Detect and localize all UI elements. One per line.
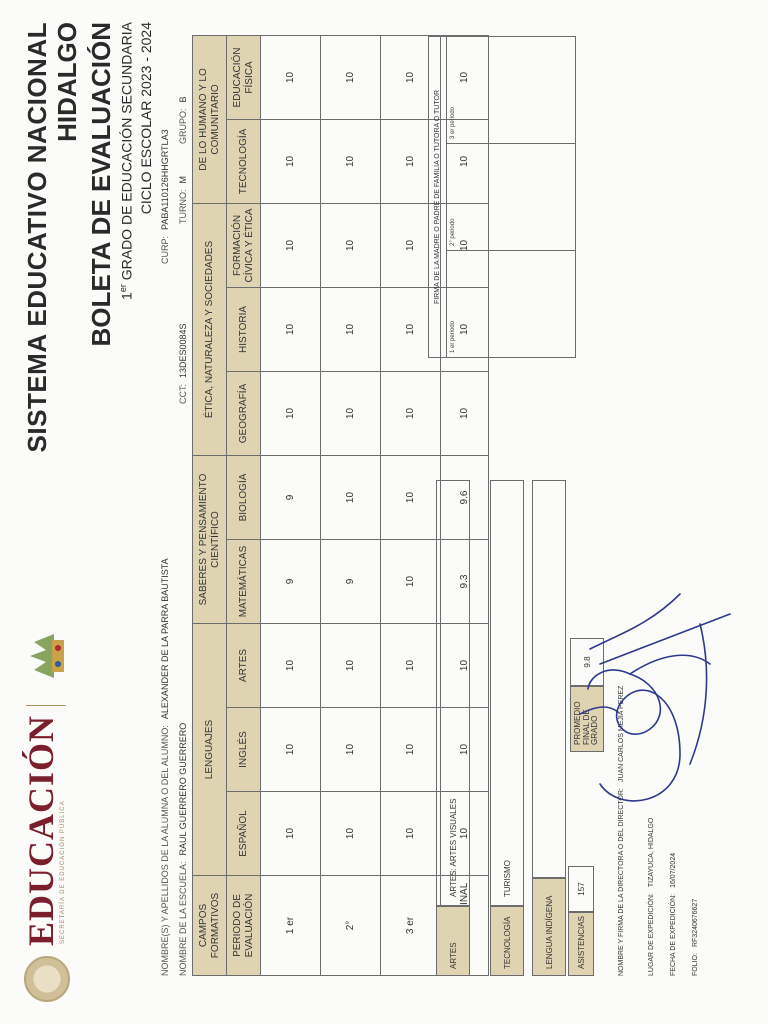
grade-cell: 10 <box>261 624 321 708</box>
signature-period-1: 1 er periodo <box>447 250 575 357</box>
campo-saberes: SABERES Y PENSAMIENTO CIENTÍFICO <box>193 455 227 623</box>
grade-cell: 10 <box>381 371 441 455</box>
subject-ingles: INGLÉS <box>227 708 261 792</box>
table-row <box>261 35 321 975</box>
subject-espanol: ESPAÑOL <box>227 792 261 876</box>
grade-cell: 10 <box>381 624 441 708</box>
grade-cell: 10 <box>321 35 381 119</box>
grade-title: 1er GRADO DE EDUCACIÓN SECUNDARIA <box>118 22 135 300</box>
grupo-field: GRUPO:B <box>178 96 188 144</box>
artes-label: ARTES <box>436 906 470 976</box>
grade-cell: 10 <box>321 708 381 792</box>
grade-cell: 10 <box>381 708 441 792</box>
grade-cell: 10 <box>441 35 489 119</box>
artes-value: ARTES: ARTES VISUALES <box>436 480 470 906</box>
table-row <box>321 35 381 975</box>
grade-cell: 10 <box>381 35 441 119</box>
promedio-final-value: 9.8 <box>570 638 604 686</box>
grade-cell: 10 <box>321 624 381 708</box>
director-field: NOMBRE Y FIRMA DE LA DIRECTORA O DEL DIRECTOR:JUAN CARLOS MEJIA PEREZ <box>618 685 625 976</box>
grade-cell: 10 <box>441 287 489 371</box>
grade-cell: 9 <box>261 540 321 624</box>
grade-cell: 10 <box>261 708 321 792</box>
subject-matematicas: MATEMÁTICAS <box>227 540 261 624</box>
director-signature-icon <box>560 584 740 824</box>
student-name-field: NOMBRE(S) Y APELLIDOS DE LA ALUMNA O DEL ALUMNO:ALEXANDER DE LA PARRA BAUTISTA <box>160 558 170 976</box>
asistencias-label: ASISTENCIAS <box>568 912 594 976</box>
cct-field: CCT:13DES0084S <box>178 323 188 404</box>
grade-cell: 10 <box>321 287 381 371</box>
turno-field: TURNO:M <box>178 176 188 224</box>
grade-cell: 10 <box>441 203 489 287</box>
school-name-field: NOMBRE DE LA ESCUELA:RAUL GUERRERO GUERRERO <box>178 722 188 976</box>
grade-cell: 10 <box>381 792 441 876</box>
lengua-indigena-label: LENGUA INDÍGENA <box>532 878 566 976</box>
fecha-field: FECHA DE EXPEDICIÓN:16/07/2024 <box>670 852 677 976</box>
lugar-field: LUGAR DE EXPEDICIÓN:TIZAYUCA, HIDALGO <box>648 817 655 976</box>
tecnologia-label: TECNOLOGÍA <box>490 906 524 976</box>
parent-signature-title: FIRMA DE LA MADRE O PADRE DE FAMILIA O TUTORA O TUTOR <box>429 37 447 357</box>
grade-cell: 10 <box>261 35 321 119</box>
subject-formacion-civica: FORMACIÓN CÍVICA Y ÉTICA <box>227 203 261 287</box>
campo-etica: ÉTICA, NATURALEZA Y SOCIEDADES <box>193 203 227 455</box>
campos-header: CAMPOS FORMATIVOS <box>193 876 227 976</box>
folio-field: FOLIO:RF3240676627 <box>692 898 699 976</box>
campo-lenguajes: LENGUAJES <box>193 624 227 876</box>
grade-cell: 10 <box>261 792 321 876</box>
school-cycle: CICLO ESCOLAR 2023 - 2024 <box>138 22 154 215</box>
state-logo-icon <box>24 628 70 684</box>
grade-cell: 9 <box>261 455 321 539</box>
grade-cell: 10 <box>441 119 489 203</box>
subject-biologia: BIOLOGÍA <box>227 455 261 539</box>
grade-cell: 10 <box>441 708 489 792</box>
system-title: SISTEMA EDUCATIVO NACIONAL <box>22 22 52 453</box>
grade-cell: 10 <box>261 119 321 203</box>
grade-cell: 10 <box>321 203 381 287</box>
grade-cell: 10 <box>441 792 489 876</box>
document-title: BOLETA DE EVALUACIÓN <box>86 22 116 347</box>
grade-cell: 10 <box>261 371 321 455</box>
grade-cell: 10 <box>321 371 381 455</box>
parent-signature-table <box>428 36 576 358</box>
grade-cell: 10 <box>261 203 321 287</box>
grade-cell: 10 <box>381 119 441 203</box>
signature-period-3: 3 er periodo <box>450 106 456 139</box>
grade-cell: 9.6 <box>441 455 489 539</box>
education-logo-subtext: SECRETARÍA DE EDUCACIÓN PÚBLICA <box>60 800 66 944</box>
subject-historia: HISTORIA <box>227 287 261 371</box>
signature-period-2: 2° periodo <box>447 143 575 250</box>
grade-cell: 10 <box>441 624 489 708</box>
grade-cell: 9 <box>321 540 381 624</box>
period-label: 2° <box>321 876 381 976</box>
logo-divider <box>26 705 66 706</box>
campo-humano: DE LO HUMANO Y LO COMUNITARIO <box>193 35 227 203</box>
periodo-header: PERIODO DE EVALUACIÓN <box>227 876 261 976</box>
state-title: HIDALGO <box>52 22 82 142</box>
subject-artes: ARTES <box>227 624 261 708</box>
period-label: 3 er <box>381 876 441 976</box>
grade-cell: 9.3 <box>441 540 489 624</box>
subject-geografia: GEOGRAFÍA <box>227 371 261 455</box>
asistencias-value: 157 <box>568 866 594 912</box>
grade-cell: 10 <box>381 287 441 371</box>
grade-cell: 10 <box>321 119 381 203</box>
grade-cell: 10 <box>321 455 381 539</box>
grade-cell: 10 <box>261 287 321 371</box>
subject-educacion-fisica: EDUCACIÓN FÍSICA <box>227 35 261 119</box>
grade-cell: 10 <box>381 203 441 287</box>
grade-cell: 10 <box>381 455 441 539</box>
period-label: 1 er <box>261 876 321 976</box>
education-logo-text: EDUCACIÓN <box>21 714 61 946</box>
curp-field: CURP:PABA110126HHGRTLA3 <box>160 129 170 264</box>
promedio-final-label: PROMEDIO FINAL DE GRADO <box>570 686 604 752</box>
subjects-row <box>227 35 261 975</box>
grade-cell: 10 <box>321 792 381 876</box>
campos-row <box>193 35 227 975</box>
grade-cell: 10 <box>441 371 489 455</box>
national-seal-icon <box>24 956 70 1002</box>
grade-cell: 10 <box>381 540 441 624</box>
tecnologia-value: TURISMO <box>490 480 524 906</box>
subject-tecnologia: TECNOLOGÍA <box>227 119 261 203</box>
